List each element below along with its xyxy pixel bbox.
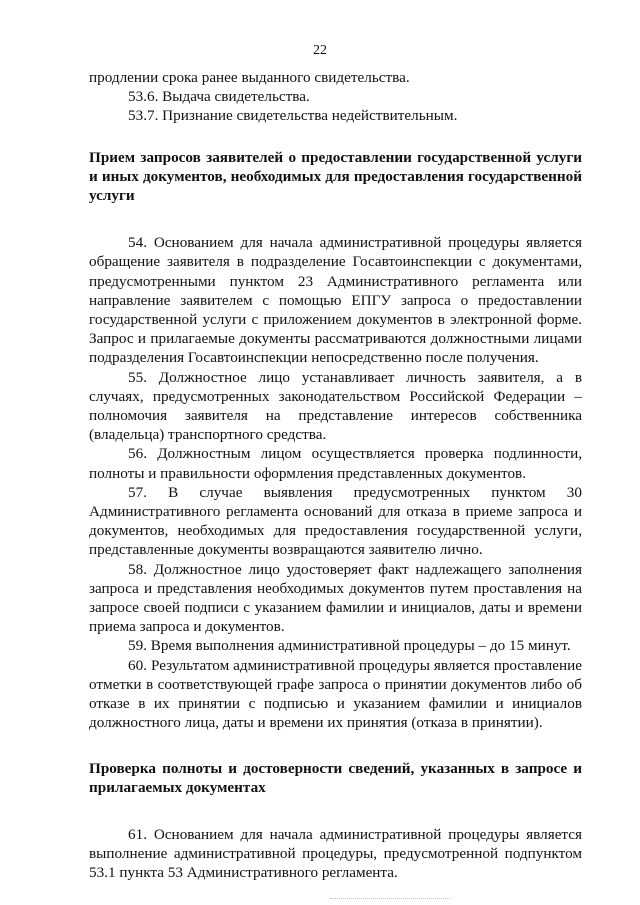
intro-line-53-7: 53.7. Признание свидетельства недействительным. (128, 107, 458, 125)
document-body (89, 68, 582, 883)
paragraph-56: 56. Должностным лицом осуществляется проверка подлинности, полноты и правильности оформления представленных документов. (89, 445, 582, 482)
paragraph-59: 59. Время выполнения административной процедуры – до 15 минут. (128, 637, 571, 655)
paragraph-55: 55. Должностное лицо устанавливает личность заявителя, а в случаях, предусмотренных законодательством Российской Федерации – полномочия заявителя на представление интересов собственника (владельца) транспортного средства. (89, 368, 582, 444)
paragraph-57: 57. В случае выявления предусмотренных пунктом 30 Административного регламента оснований для отказа в приеме запроса и документов, необходимых для предоставления государственной услуги, представленные документы возвращаются заявителю лично. (89, 483, 582, 559)
paragraph-61: 61. Основанием для начала административной процедуры является выполнение административной процедуры, предусмотренной подпунктом 53.1 пункта 53 Административного регламента. (89, 825, 582, 882)
paragraph-58: 58. Должностное лицо удостоверяет факт надлежащего заполнения запроса и представления необходимых документов путем проставления на запросе своей подписи с указанием фамилии и инициалов, даты и времени приема запроса и документов. (89, 560, 582, 636)
paragraph-60: 60. Результатом административной процедуры является проставление отметки в соответствующей графе запроса о принятии документов либо об отказе в их принятии с подписью и указанием фамилии и инициалов должностного лица, даты и времени их принятия (отказа в принятии). (89, 656, 582, 732)
intro-line-53-6: 53.6. Выдача свидетельства. (128, 88, 310, 106)
intro-line-continuation: продлении срока ранее выданного свидетельства. (89, 69, 410, 86)
scan-artifact (330, 898, 450, 901)
section-heading-reception: Прием запросов заявителей о предоставлении государственной услуги и иных документов, необходимых для предоставления государственной услуги (89, 148, 582, 205)
section-heading-verification: Проверка полноты и достоверности сведений, указанных в запросе и прилагаемых документах (89, 759, 582, 796)
paragraph-54: 54. Основанием для начала административной процедуры является обращение заявителя в подразделение Госавтоинспекции с документами, предусмотренными пунктом 23 Административного регламента или направление заявителем с помощью ЕПГУ запроса о предоставлении государственной услуги с приложением документов в электронной форме. Запрос и прилагаемые документы рассматриваются должностными лицами подразделения Госавтоинспекции непосредственно после получения. (89, 234, 582, 367)
page-number: 22 (313, 43, 327, 58)
